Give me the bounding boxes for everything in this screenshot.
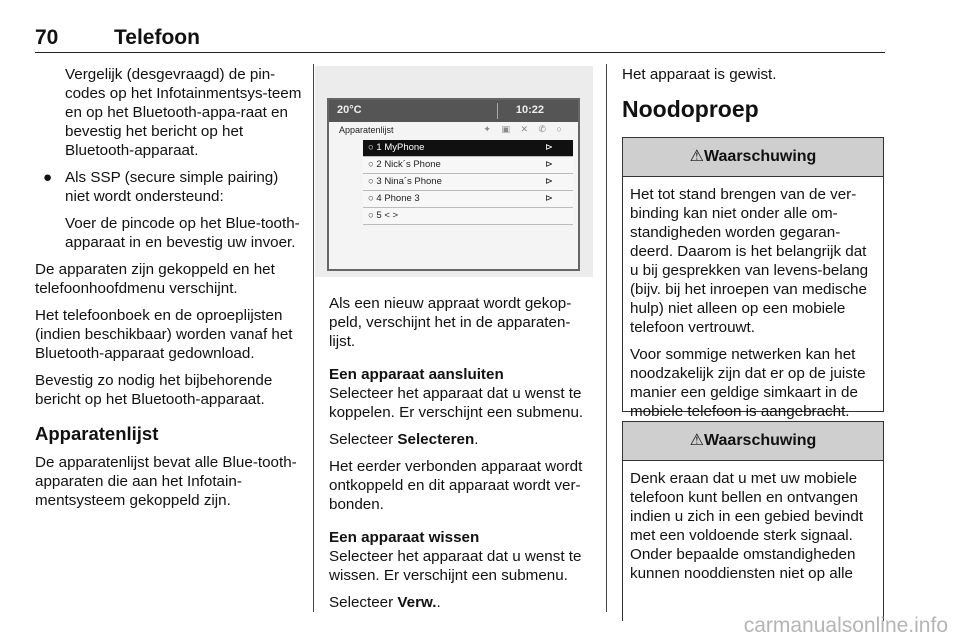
clock: 10:22 — [515, 104, 544, 116]
paragraph: Het telefoonboek en de oproeplijsten (indien beschikbaar) worden vanaf het Bluetooth-apparaat gedownload. — [35, 307, 293, 362]
bullet-text: Als SSP (secure simple pairing) niet wordt ondersteund: — [65, 169, 279, 205]
paragraph: De apparatenlijst bevat alle Blue-tooth-apparaten die aan het Infotain-mentsysteem gekoppeld zijn. — [35, 454, 297, 509]
paragraph: Het eerder verbonden apparaat wordt ontkoppeld en dit apparaat wordt ver-bonden. — [329, 458, 583, 513]
device-list-item[interactable]: ○ 5 < > — [363, 208, 573, 225]
screen-title: Apparatenlijst — [339, 125, 394, 135]
device-list-item[interactable]: ○ 3 Nina´s Phone ⊳ — [363, 174, 573, 191]
paragraph: Selecteer Verw.. — [329, 594, 441, 611]
page-number: 70 — [35, 26, 59, 49]
device-list-item[interactable]: ○ 2 Nick´s Phone ⊳ — [363, 157, 573, 174]
warning-box — [622, 137, 884, 420]
infotainment-screen — [327, 98, 580, 271]
page-title: Telefoon — [114, 26, 200, 49]
screen-status-bar — [329, 100, 578, 122]
column-divider — [606, 64, 607, 612]
column-divider — [313, 64, 314, 612]
warning-header — [623, 422, 883, 461]
left-column — [35, 65, 303, 518]
section-heading: Apparatenlijst — [35, 423, 159, 444]
warning-body — [623, 177, 883, 421]
paragraph: Selecteer het apparaat dat u wenst te koppelen. Er verschijnt een submenu. — [329, 385, 584, 421]
middle-column — [329, 294, 594, 620]
paragraph: Denk eraan dat u met uw mobiele telefoon kunt bellen en ontvangen indien u zich in een gebied bevindt met een voldoende sterk signaal. Onder bepaalde omstandigheden kunnen nooddiensten niet op alle — [630, 470, 864, 582]
paragraph: Bevestig zo nodig het bijbehorende bericht op het Bluetooth-apparaat. — [35, 372, 273, 408]
warning-body — [623, 461, 883, 583]
warning-box — [622, 421, 884, 621]
paragraph: Het tot stand brengen van de ver-binding kan niet onder alle om-standigheden worden gegaran-deerd. Daarom is het belangrijk dat u bij gesprekken van levens-belang (bijv. bij het inroepen van medische hulp) niet alleen op een mobiele telefoon vertrouwt. — [630, 186, 869, 336]
device-list-item[interactable]: ○ 4 Phone 3 ⊳ — [363, 191, 573, 208]
paragraph: Het apparaat is gewist. — [622, 66, 777, 83]
watermark: carmanualsonline.info — [743, 614, 948, 637]
warning-title: Waarschuwing — [704, 432, 817, 449]
status-icons: ✦ ▣ ✕ ✆ ○ — [483, 124, 566, 134]
paragraph: De apparaten zijn gekoppeld en het telefoonhoofdmenu verschijnt. — [35, 261, 275, 297]
temperature: 20°C — [337, 104, 362, 116]
page-header — [35, 26, 885, 53]
screen-body — [329, 122, 578, 269]
device-list-item[interactable]: ○ 1 MyPhone ⊳ — [363, 140, 573, 157]
bullet-icon: ● — [43, 169, 53, 186]
paragraph: Voer de pincode op het Blue-tooth-apparaat in en bevestig uw invoer. — [65, 215, 300, 251]
device-list — [363, 140, 573, 225]
warning-icon: ⚠ — [689, 148, 705, 165]
paragraph: Selecteer het apparaat dat u wenst te wissen. Er verschijnt een submenu. — [329, 548, 582, 584]
bullet-item — [35, 168, 303, 206]
warning-icon: ⚠ — [689, 432, 705, 449]
device-list-screenshot — [315, 66, 593, 277]
right-column — [622, 65, 884, 137]
paragraph: Voor sommige netwerken kan het noodzakelijk zijn dat er op de juiste manier een geldige simkaart in de mobiele telefoon is aangebracht. — [630, 346, 866, 420]
warning-title: Waarschuwing — [704, 148, 817, 165]
paragraph: Vergelijk (desgevraagd) de pin-codes op het Infotainmentsys-teem en op het Bluetooth-appa-raat en bevestig het bericht op het Bluetooth-apparaat. — [65, 66, 302, 159]
paragraph: Selecteer Selecteren. — [329, 431, 479, 448]
subheading: Een apparaat wissen — [329, 529, 480, 546]
section-heading: Noodoproep — [622, 96, 759, 122]
status-divider — [497, 103, 498, 119]
warning-header — [623, 138, 883, 177]
subheading: Een apparaat aansluiten — [329, 366, 504, 383]
paragraph: Als een nieuw appraat wordt gekop-peld, verschijnt het in de apparaten-lijst. — [329, 295, 572, 350]
